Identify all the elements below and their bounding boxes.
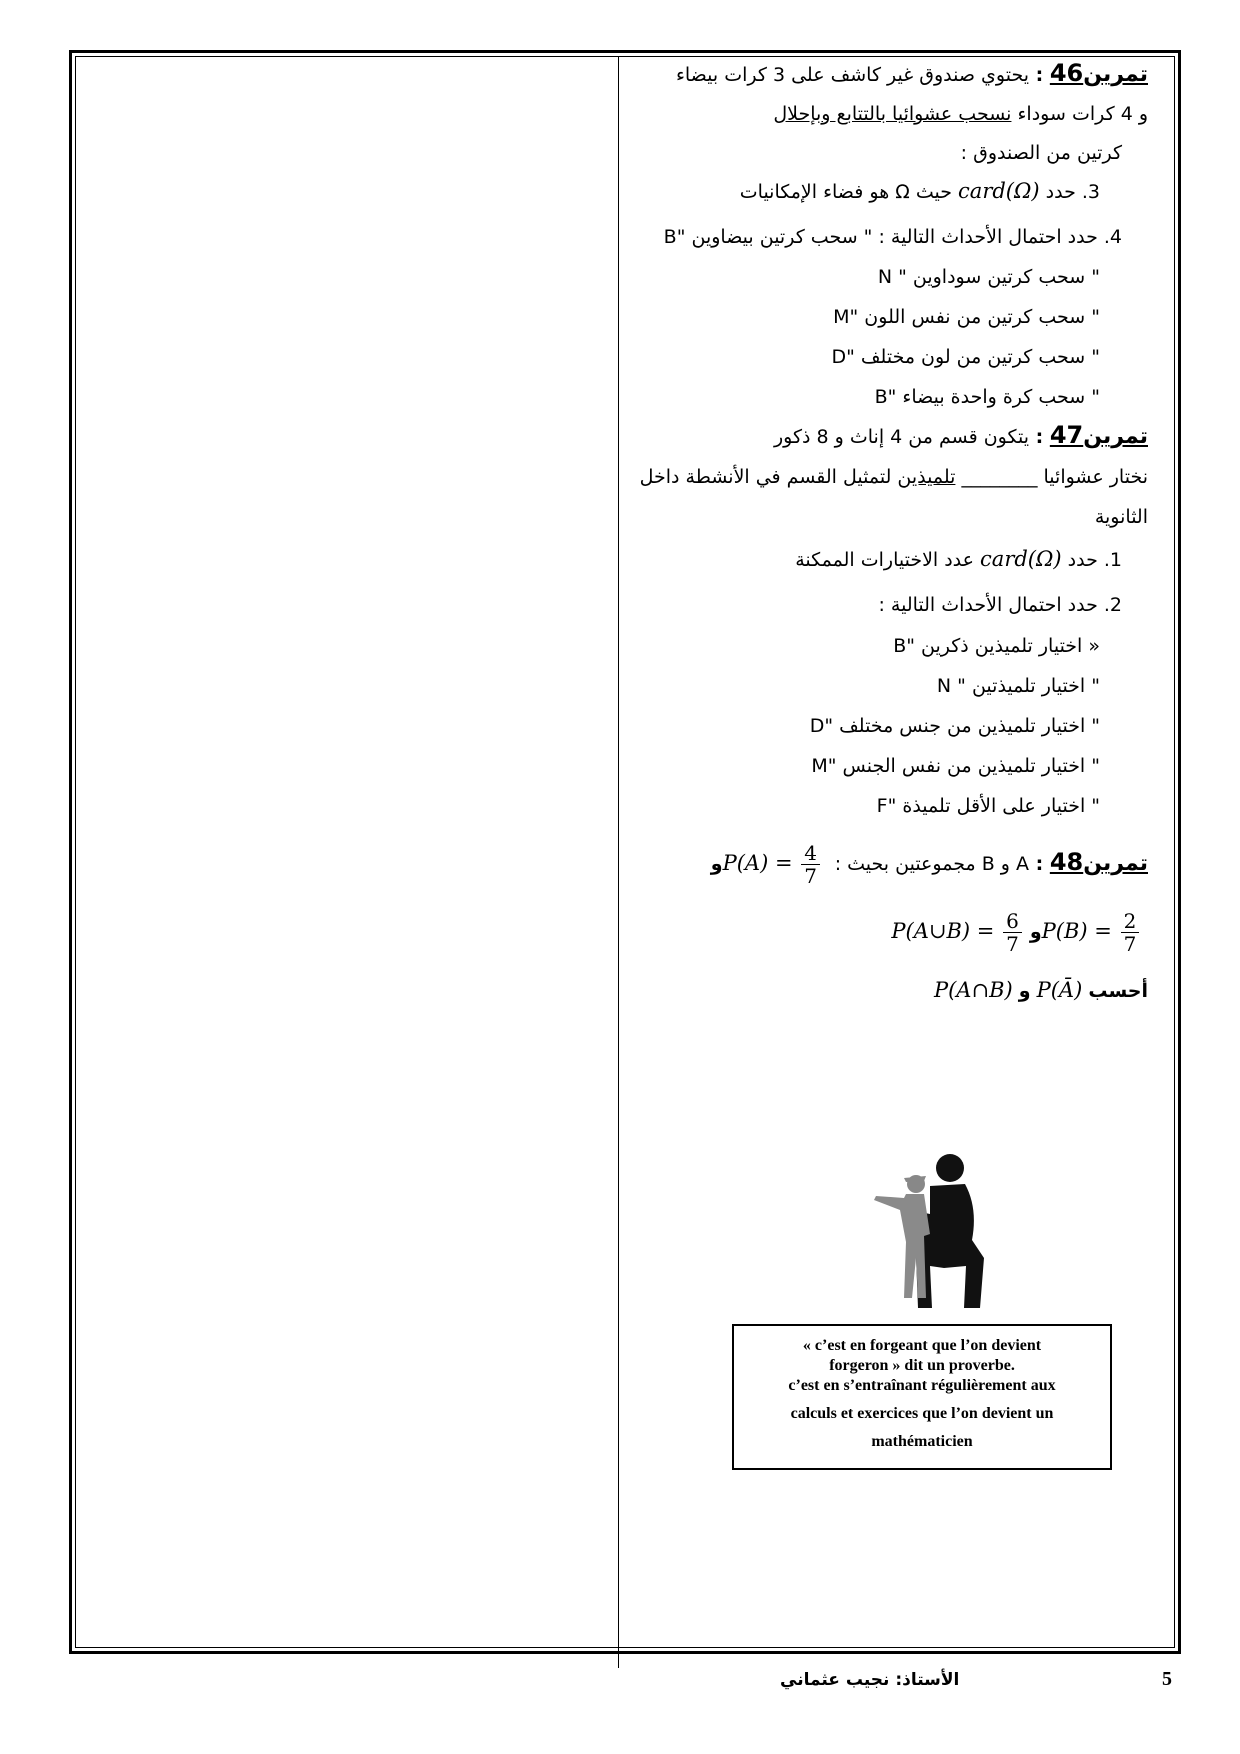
ex48-title: تمرين (1083, 851, 1148, 876)
ex46-header (676, 60, 1148, 88)
ex47-event-N: " اختيار تلميذتين " N (936, 675, 1100, 697)
ex46-draw-method: نسحب عشوائيا بالتتابع وبإحلال (773, 103, 1012, 125)
ex46-event-N: " سحب كرتين سوداوين " N (877, 266, 1100, 288)
ex46-question4: 4. حدد احتمال الأحداث التالية : " سحب كرتين بيضاوين "B (663, 226, 1122, 248)
ex46-line1: يحتوي صندوق غير كاشف على 3 كرات بيضاء (675, 64, 1029, 86)
ex48-number: 48 (1049, 848, 1084, 876)
quote-line2: forgeron » dit un proverbe. (829, 1357, 1015, 1374)
teacher-name: الأستاذ: نجيب عثماني (780, 1670, 960, 1690)
compute-label: أحسب (1088, 980, 1148, 1002)
quote-line3: c’est en s’entraînant régulièrement aux (788, 1377, 1056, 1394)
proverb-quote-box (732, 1324, 1112, 1470)
ex47-line2: نختار عشوائيا ________ تلميذين لتمثيل القسم في الأنشطة داخل (639, 466, 1148, 488)
ex46-event-M: " سحب كرتين من نفس اللون "M (833, 306, 1100, 328)
prob-b-eq: P(B) = $\frac{2}{7}$ (1042, 919, 1148, 943)
ex47-number: 47 (1049, 421, 1084, 449)
prob-intersection: P(A∩B) (933, 978, 1013, 1002)
ex46-event-B: " سحب كرة واحدة بيضاء "B (874, 386, 1100, 408)
ex47-colon: : (1029, 426, 1050, 448)
ex48-line2: P(B) = $\frac{2}{7}$ و P(A∪B) = $\frac{6}{7}$ (891, 908, 1148, 955)
ex47-line3: الثانوية (1094, 506, 1148, 528)
ex46-number: 46 (1049, 59, 1084, 87)
ex46-event-D: " سحب كرتين من لون مختلف "D (831, 346, 1100, 368)
ex46-line2: و 4 كرات سوداء نسحب عشوائيا بالتتابع وبإحلال (773, 103, 1148, 125)
ex47-line1: يتكون قسم من 4 إناث و 8 ذكور (773, 426, 1029, 448)
father-child-silhouette-icon (860, 1148, 1000, 1308)
card-omega: card(Ω) (980, 547, 1062, 571)
prob-union-eq: P(A∪B) = $\frac{6}{7}$ (891, 919, 1023, 943)
ex47-event-M: " اختيار تلميذين من نفس الجنس "M (811, 755, 1100, 777)
ex47-title: تمرين (1083, 424, 1148, 449)
ex48-line1: A و B مجموعتين بحيث : (834, 853, 1029, 875)
quote-line4: calculs et exercices que l’on devient un (790, 1405, 1054, 1422)
prob-complement: P(Ā) (1036, 978, 1083, 1002)
page-number: 5 (1162, 1668, 1172, 1690)
quote-line1: « c’est en forgeant que l’on devient (802, 1337, 1042, 1354)
quote-line5: mathématicien (871, 1433, 973, 1450)
ex47-header (774, 422, 1148, 450)
ex48-header: تمرين48 : A و B مجموعتين بحيث : P(A) = $\frac{4}{7}$ و (710, 841, 1148, 888)
column-divider (618, 56, 619, 1668)
ex47-event-B: « اختيار تلميذين ذكرين "B (893, 635, 1100, 657)
prob-a-eq: P(A) = $\frac{4}{7}$ (723, 851, 829, 875)
fraction-4-7: $\frac{4}{7}$ (801, 842, 820, 887)
ex46-colon: : (1029, 64, 1050, 86)
fraction-6-7: $\frac{6}{7}$ (1003, 910, 1022, 955)
ex47-event-F: " اختيار على الأقل تلميذة "F (876, 795, 1100, 817)
ex46-line3: كرتين من الصندوق : (960, 142, 1122, 164)
ex48-line3: أحسب P(Ā) و P(A∩B) (933, 978, 1148, 1002)
ex46-question3: 3. حدد card(Ω) حيث Ω هو فضاء الإمكانيات (739, 179, 1100, 203)
card-omega: card(Ω) (958, 179, 1040, 203)
ex47-two-students: تلميذين (897, 466, 956, 488)
ex47-event-D: " اختيار تلميذين من جنس مختلف "D (809, 715, 1100, 737)
ex46-title: تمرين (1083, 62, 1148, 87)
ex47-question2: 2. حدد احتمال الأحداث التالية : (878, 594, 1122, 616)
ex47-question1: 1. حدد card(Ω) عدد الاختيارات الممكنة (795, 547, 1122, 571)
ex48-colon: : (1029, 853, 1050, 875)
fraction-2-7: $\frac{2}{7}$ (1121, 910, 1140, 955)
